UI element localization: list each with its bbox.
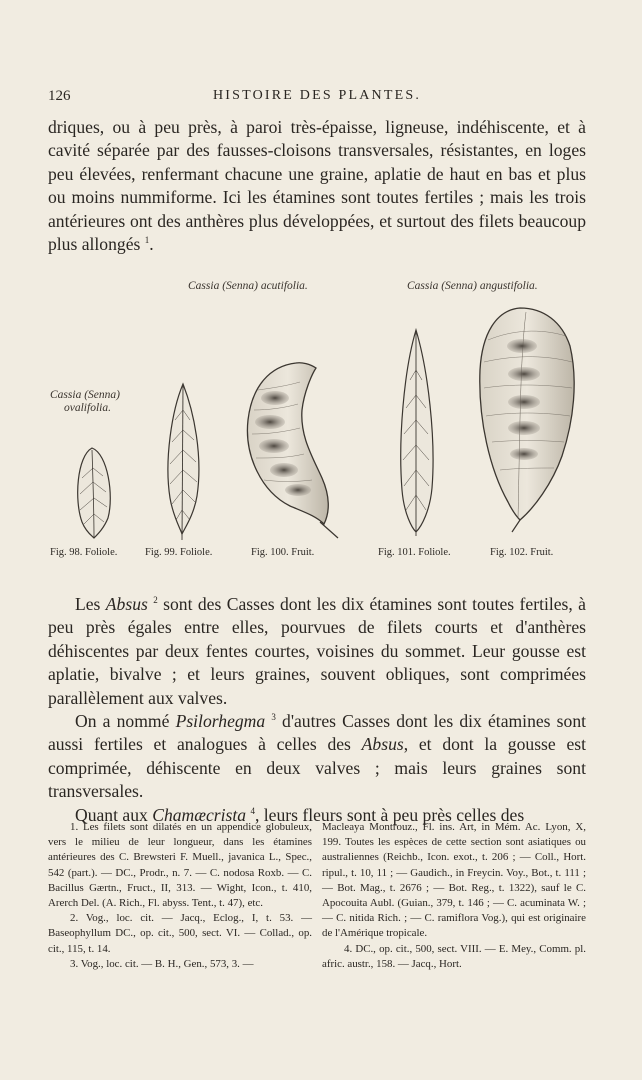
main-text-2 <box>48 593 586 827</box>
footnote-ref-2: 2 <box>153 595 158 606</box>
footnote-2: 2. Vog., loc. cit. — Jacq., Eclog., I, t. 53. — Baseophyllum DC., op. cit., 500, sect. VI. — Collad., op. cit., 115, t. 14. <box>48 912 312 955</box>
footnote-3-cont: Macleaya Montrouz., Fl. ins. Art, in Mém. Ac. Lyon, X, 199. Toutes les espèces de cette section sont asiatiques ou australiennes (Reichb., Icon. exot., t. 206 ; — Coll., Hort. ripul., t. 10, 11 ; — Gaudich., in Freycin. Voy., Bot., t. 111 ; — Bot. Mag., t. 2676 ; — Bot. Reg., t. 1322), sauf le C. Apocouita Aubl. (Guian., 379, t. 146 ; — C. acuminata W. ; — C. nitida Rich. ; — C. ramiflora Vog.), qui est originaire de l'Amérique tropicale. <box>322 821 586 940</box>
fig-98-leaflet <box>78 448 111 538</box>
fig-99-leaflet <box>168 384 199 540</box>
footnotes-right-column <box>322 820 586 972</box>
footnote-ref-3: 3 <box>271 712 276 723</box>
footnote-4: 4. DC., op. cit., 500, sect. VIII. — E. Mey., Comm. pl. afric. austr., 158. — Jacq., Hort. <box>322 942 586 970</box>
footnote-1: 1. Les filets sont dilatés en un appendice globuleux, vers le milieu de leur longueur, dans les étamines antérieures des C. Brewsteri F. Muell., javanica L., Spec., 542 (part.). — DC., Prodr., n. 7. — C. nodosa Roxb. — C. Bacillus Gærtn., Fruct., II, 313. — Wight, Icon., t. 410, Arerch Del. (A. Rich., Fl. abyss. Tent., t. 47), etc. <box>48 821 312 910</box>
label-angustifolia: Cassia (Senna) angustifolia. <box>407 280 538 292</box>
paragraph-1: driques, ou à peu près, à paroi très-épaisse, ligneuse, indéhiscente, et à cavité séparée par des fausses-cloisons transversales, résistantes, en loges peu élevées, renfermant chacune une graine, aplatie de haut en bas et plus ou moins nummiforme. Ici les étamines sont toutes fertiles ; mais les trois antérieures ont des anthères plus développées, et surtout des filets beaucoup plus allongés $^1$. <box>48 117 586 255</box>
paragraph-1-text: driques, ou à peu près, à paroi très-épaisse, ligneuse, indéhiscente, et à cavité séparée par des fausses-cloisons transversales, résistantes, en loges peu élevées, renfermant chacune une graine, aplatie de haut en bas et plus ou moins nummiforme. Ici les étamines sont toutes fertiles ; mais les trois antérieures ont des anthères plus développées, et surtout des filets beaucoup plus allongés <box>48 117 586 255</box>
footnotes-left-column <box>48 820 312 972</box>
paragraph-absus: Les Absus $^2$ sont des Casses dont les dix étamines sont toutes fertiles, à peu près égales entre elles, pourvues de filets courts et d'anthères déhiscentes par deux fentes courtes, voisines du sommet. Leur gousse est aplatie, bivalve ; et leurs graines, souvent obliques, sont comprimées parallèlement aux valves. <box>48 594 586 708</box>
paragraph-chamaecrista: Quant aux Chamæcrista $^4$, leurs fleurs sont à peu près celles des <box>75 804 525 825</box>
paragraph-psilorhegma: On a nommé Psilorhegma $^3$ d'autres Casses dont les dix étamines sont aussi fertiles et analogues à celles des Absus, et dont la gousse est comprimée, déhiscente en deux valves ; mais leurs graines sont transversales. <box>48 711 587 802</box>
caption-fig-98: Fig. 98. Foliole. <box>50 547 118 558</box>
fig-100-pod <box>247 363 338 538</box>
footnote-ref-4: 4 <box>250 805 255 816</box>
botanical-illustrations <box>0 270 642 570</box>
label-ovalifolia-2: ovalifolia. <box>64 402 111 414</box>
caption-fig-101: Fig. 101. Foliole. <box>378 547 451 558</box>
page-number: 126 <box>48 88 71 104</box>
figure-plate <box>0 270 642 570</box>
caption-fig-102: Fig. 102. Fruit. <box>490 547 554 558</box>
caption-fig-99: Fig. 99. Foliole. <box>145 547 213 558</box>
running-title: HISTOIRE DES PLANTES. <box>212 88 422 103</box>
fig-101-leaflet <box>401 330 433 536</box>
label-ovalifolia-1: Cassia (Senna) <box>50 389 120 401</box>
label-acutifolia: Cassia (Senna) acutifolia. <box>188 280 308 292</box>
footnote-ref-1: 1 <box>144 235 150 246</box>
page-header <box>48 88 586 110</box>
footnote-3: 3. Vog., loc. cit. — B. H., Gen., 573, 3. — <box>70 957 254 970</box>
caption-fig-100: Fig. 100. Fruit. <box>251 547 315 558</box>
fig-102-pod <box>480 308 574 532</box>
